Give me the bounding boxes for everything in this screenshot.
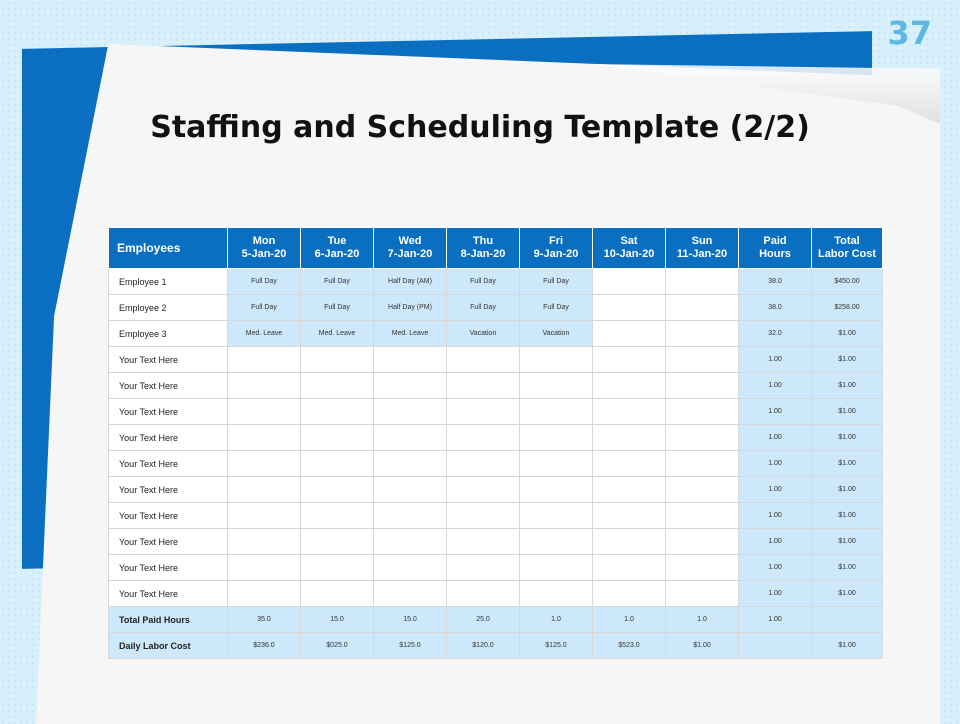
table-cell bbox=[228, 581, 301, 607]
table-cell: $1.00 bbox=[812, 633, 883, 659]
table-cell: Full Day bbox=[228, 295, 301, 321]
table-cell: $1.00 bbox=[812, 529, 883, 555]
table-cell bbox=[593, 373, 666, 399]
table-cell bbox=[593, 581, 666, 607]
table-cell: $1.00 bbox=[812, 425, 883, 451]
header-fri: Fri 9-Jan-20 bbox=[520, 228, 593, 269]
table-cell bbox=[666, 425, 739, 451]
table-cell bbox=[593, 295, 666, 321]
table-cell bbox=[301, 555, 374, 581]
table-row bbox=[109, 477, 883, 503]
table-cell: Med. Leave bbox=[301, 321, 374, 347]
table-row bbox=[109, 269, 883, 295]
table-cell bbox=[666, 477, 739, 503]
table-cell: Full Day bbox=[447, 269, 520, 295]
table-cell bbox=[666, 555, 739, 581]
table-cell: $236.0 bbox=[228, 633, 301, 659]
table-cell bbox=[374, 555, 447, 581]
table-cell: Half Day (PM) bbox=[374, 295, 447, 321]
header-paid-hours: Paid Hours bbox=[739, 228, 812, 269]
table-cell bbox=[666, 399, 739, 425]
table-cell: 1.0 bbox=[520, 607, 593, 633]
table-cell bbox=[301, 347, 374, 373]
table-cell bbox=[301, 451, 374, 477]
table-row bbox=[109, 373, 883, 399]
table-row bbox=[109, 555, 883, 581]
table-cell: $1.00 bbox=[666, 633, 739, 659]
table-cell: $1.00 bbox=[812, 555, 883, 581]
table-cell: 35.0 bbox=[228, 607, 301, 633]
table-cell: $1.00 bbox=[812, 581, 883, 607]
table-cell: $1.00 bbox=[812, 373, 883, 399]
table-cell bbox=[374, 347, 447, 373]
table-cell: $450.00 bbox=[812, 269, 883, 295]
table-cell: Full Day bbox=[447, 295, 520, 321]
table-cell bbox=[447, 503, 520, 529]
table-cell bbox=[520, 347, 593, 373]
table-cell: Vacation bbox=[520, 321, 593, 347]
table-cell bbox=[228, 373, 301, 399]
table-cell: 1.0 bbox=[593, 607, 666, 633]
header-total-labor-cost: Total Labor Cost bbox=[812, 228, 883, 269]
header-employees: Employees bbox=[109, 228, 228, 269]
row-label: Your Text Here bbox=[109, 399, 228, 425]
row-label: Daily Labor Cost bbox=[109, 633, 228, 659]
row-label: Your Text Here bbox=[109, 581, 228, 607]
table-cell bbox=[301, 503, 374, 529]
table-cell bbox=[301, 477, 374, 503]
table-cell: $1.00 bbox=[812, 399, 883, 425]
header-mon: Mon 5-Jan-20 bbox=[228, 228, 301, 269]
table-cell bbox=[228, 477, 301, 503]
table-cell: 15.0 bbox=[301, 607, 374, 633]
table-row bbox=[109, 399, 883, 425]
table-cell: $125.0 bbox=[520, 633, 593, 659]
table-cell bbox=[812, 607, 883, 633]
table-cell bbox=[593, 555, 666, 581]
table-cell bbox=[447, 451, 520, 477]
header-sun: Sun 11-Jan-20 bbox=[666, 228, 739, 269]
table-cell bbox=[520, 477, 593, 503]
table-cell bbox=[666, 451, 739, 477]
table-cell: $1.00 bbox=[812, 347, 883, 373]
table-cell bbox=[447, 581, 520, 607]
table-body bbox=[109, 269, 883, 659]
table-cell: Med. Leave bbox=[374, 321, 447, 347]
header-row bbox=[109, 228, 883, 269]
table-cell bbox=[593, 425, 666, 451]
table-cell: 1.00 bbox=[739, 529, 812, 555]
table-cell bbox=[520, 581, 593, 607]
table-cell bbox=[520, 555, 593, 581]
total-row bbox=[109, 633, 883, 659]
header-wed: Wed 7-Jan-20 bbox=[374, 228, 447, 269]
table-cell bbox=[520, 425, 593, 451]
table-cell: 38.0 bbox=[739, 295, 812, 321]
table-cell: 1.00 bbox=[739, 555, 812, 581]
table-cell: Full Day bbox=[301, 269, 374, 295]
table-cell bbox=[520, 451, 593, 477]
table-cell bbox=[374, 581, 447, 607]
table-cell bbox=[374, 425, 447, 451]
row-label: Your Text Here bbox=[109, 347, 228, 373]
table-cell bbox=[666, 373, 739, 399]
row-label: Your Text Here bbox=[109, 503, 228, 529]
row-label: Employee 2 bbox=[109, 295, 228, 321]
table-cell: 1.00 bbox=[739, 451, 812, 477]
row-label: Your Text Here bbox=[109, 373, 228, 399]
table-cell: 1.00 bbox=[739, 503, 812, 529]
header-tue: Tue 6-Jan-20 bbox=[301, 228, 374, 269]
table-cell: $258.00 bbox=[812, 295, 883, 321]
table-cell bbox=[374, 451, 447, 477]
table-cell: Half Day (AM) bbox=[374, 269, 447, 295]
table-cell bbox=[447, 477, 520, 503]
row-label: Employee 1 bbox=[109, 269, 228, 295]
table-cell: 1.00 bbox=[739, 347, 812, 373]
table-cell bbox=[593, 451, 666, 477]
table-cell: 38.0 bbox=[739, 269, 812, 295]
table-cell bbox=[374, 503, 447, 529]
row-label: Your Text Here bbox=[109, 529, 228, 555]
table-cell: $125.0 bbox=[374, 633, 447, 659]
row-label: Your Text Here bbox=[109, 555, 228, 581]
slide-title: Staffing and Scheduling Template (2/2) bbox=[150, 110, 810, 145]
table-cell bbox=[228, 425, 301, 451]
table-cell bbox=[520, 503, 593, 529]
table-cell bbox=[447, 425, 520, 451]
table-cell bbox=[520, 529, 593, 555]
table-cell bbox=[374, 373, 447, 399]
slide-number: 37 bbox=[887, 14, 932, 52]
table-cell bbox=[666, 321, 739, 347]
table-cell: $1.00 bbox=[812, 503, 883, 529]
table-cell bbox=[301, 581, 374, 607]
row-label: Your Text Here bbox=[109, 477, 228, 503]
table-cell bbox=[666, 269, 739, 295]
table-cell bbox=[447, 529, 520, 555]
table-cell bbox=[520, 373, 593, 399]
table-cell bbox=[447, 373, 520, 399]
table-cell bbox=[666, 347, 739, 373]
table-cell: 1.00 bbox=[739, 399, 812, 425]
table-cell bbox=[447, 399, 520, 425]
schedule-table bbox=[108, 227, 883, 659]
table-cell bbox=[593, 503, 666, 529]
table-cell: 32.0 bbox=[739, 321, 812, 347]
table-cell: 1.00 bbox=[739, 477, 812, 503]
table-cell: Vacation bbox=[447, 321, 520, 347]
table-cell bbox=[666, 503, 739, 529]
table-cell bbox=[520, 399, 593, 425]
table-cell bbox=[739, 633, 812, 659]
table-cell: $1.00 bbox=[812, 477, 883, 503]
table-cell bbox=[228, 555, 301, 581]
table-cell: $120.0 bbox=[447, 633, 520, 659]
table-cell bbox=[374, 399, 447, 425]
table-cell bbox=[374, 477, 447, 503]
table-cell: Full Day bbox=[520, 295, 593, 321]
table-cell bbox=[593, 347, 666, 373]
table-cell bbox=[447, 555, 520, 581]
table-cell: 1.00 bbox=[739, 425, 812, 451]
table-cell: Full Day bbox=[228, 269, 301, 295]
table-cell bbox=[666, 581, 739, 607]
row-label: Employee 3 bbox=[109, 321, 228, 347]
table-cell bbox=[666, 295, 739, 321]
table-row bbox=[109, 451, 883, 477]
row-label: Your Text Here bbox=[109, 425, 228, 451]
table-cell bbox=[593, 269, 666, 295]
row-label: Total Paid Hours bbox=[109, 607, 228, 633]
table-cell bbox=[228, 529, 301, 555]
table-cell: Full Day bbox=[520, 269, 593, 295]
table-row bbox=[109, 295, 883, 321]
table-cell: Med. Leave bbox=[228, 321, 301, 347]
table-cell: 1.00 bbox=[739, 607, 812, 633]
table-cell: $1.00 bbox=[812, 451, 883, 477]
table-cell: 15.0 bbox=[374, 607, 447, 633]
table-cell: 25.0 bbox=[447, 607, 520, 633]
table-cell: 1.0 bbox=[666, 607, 739, 633]
table-row bbox=[109, 503, 883, 529]
table-cell bbox=[301, 399, 374, 425]
table-row bbox=[109, 529, 883, 555]
table-cell bbox=[593, 399, 666, 425]
table-cell bbox=[228, 503, 301, 529]
table-cell bbox=[301, 425, 374, 451]
table-cell: 1.00 bbox=[739, 373, 812, 399]
table-cell bbox=[447, 347, 520, 373]
table-cell bbox=[593, 529, 666, 555]
table-row bbox=[109, 581, 883, 607]
table-cell: Full Day bbox=[301, 295, 374, 321]
table-cell bbox=[301, 529, 374, 555]
table-cell: 1.00 bbox=[739, 581, 812, 607]
table-cell bbox=[228, 347, 301, 373]
header-sat: Sat 10-Jan-20 bbox=[593, 228, 666, 269]
table-cell bbox=[374, 529, 447, 555]
table-row bbox=[109, 347, 883, 373]
table-row bbox=[109, 425, 883, 451]
table-cell bbox=[228, 451, 301, 477]
total-row bbox=[109, 607, 883, 633]
table-cell bbox=[593, 477, 666, 503]
row-label: Your Text Here bbox=[109, 451, 228, 477]
table-cell bbox=[228, 399, 301, 425]
table-row bbox=[109, 321, 883, 347]
table-cell: $025.0 bbox=[301, 633, 374, 659]
table-cell: $523.0 bbox=[593, 633, 666, 659]
header-thu: Thu 8-Jan-20 bbox=[447, 228, 520, 269]
table-cell: $1.00 bbox=[812, 321, 883, 347]
table-cell bbox=[666, 529, 739, 555]
table-cell bbox=[301, 373, 374, 399]
table-cell bbox=[593, 321, 666, 347]
